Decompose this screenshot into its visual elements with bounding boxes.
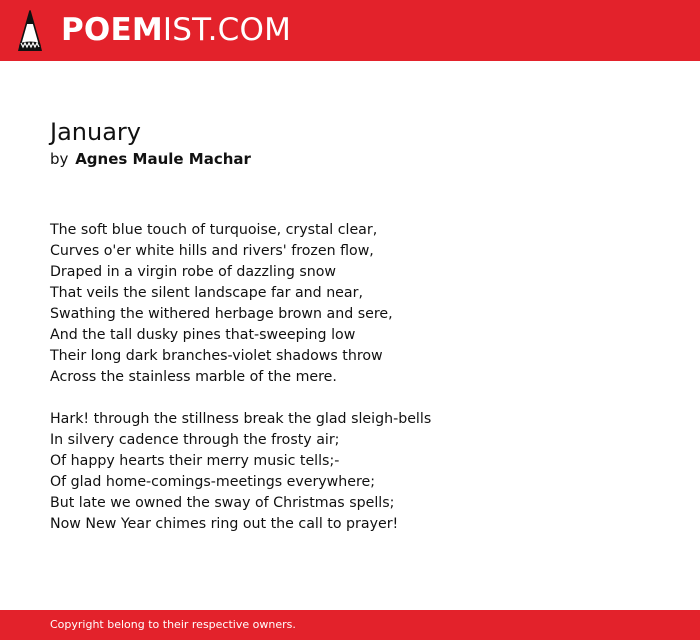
poem-line: Now New Year chimes ring out the call to prayer! [50,516,399,532]
poem-line: In silvery cadence through the frosty air; [50,432,340,448]
poem-line: That veils the silent landscape far and near, [50,285,363,301]
byline-prefix: by [50,150,69,168]
poem-content [50,116,650,556]
poem-line: Draped in a virgin robe of dazzling snow [50,264,337,280]
poem-line: Of happy hearts their merry music tells;- [50,453,340,469]
stanza-2 [50,409,650,535]
site-logo[interactable] [17,10,291,52]
poem-line: Across the stainless marble of the mere. [50,369,337,385]
brand-light: IST.COM [162,12,292,48]
poem-line: And the tall dusky pines that-sweeping low [50,327,356,343]
poem-line: Of glad home-comings-meetings everywhere; [50,474,376,490]
pencil-icon [17,10,43,52]
copyright-text: Copyright belong to their respective owners. [50,618,296,631]
poem-line: Hark! through the stillness break the glad sleigh-bells [50,411,432,427]
poem-line: The soft blue touch of turquoise, crystal clear, [50,222,378,238]
brand-bold: POEM [61,12,163,48]
author-link[interactable]: Agnes Maule Machar [75,150,251,168]
poem-line: Their long dark branches-violet shadows throw [50,348,383,364]
header-bar [0,0,700,61]
footer-bar [0,610,700,640]
poem-line: Curves o'er white hills and rivers' frozen flow, [50,243,374,259]
byline [50,148,650,170]
poem-line: But late we owned the sway of Christmas spells; [50,495,395,511]
stanza-1 [50,220,650,388]
poem-body [50,220,650,535]
brand-name[interactable] [61,12,292,48]
poem-title: January [50,118,141,146]
poem-line: Swathing the withered herbage brown and sere, [50,306,393,322]
